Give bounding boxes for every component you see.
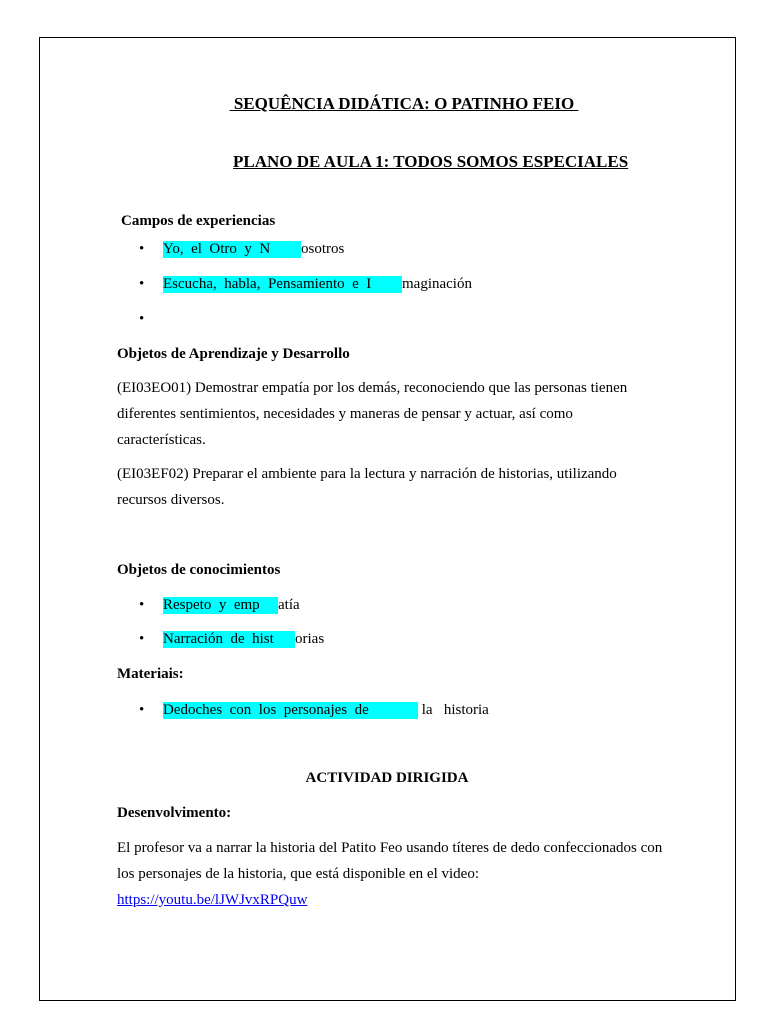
bullet-icon: •	[139, 241, 145, 257]
conocimientos-item-1	[139, 597, 300, 614]
bullet-icon: •	[139, 597, 145, 613]
objetos-aprendizaje-heading: Objetos de Aprendizaje y Desarrollo	[117, 346, 350, 362]
objetivo-1-paragraph	[117, 375, 627, 453]
objetos-conocimientos-heading: Objetos de conocimientos	[117, 562, 281, 578]
bullet-icon: •	[139, 702, 145, 718]
campos-item-2-rest: maginación	[402, 276, 472, 292]
desenvolvimento-line-1: El profesor va a narrar la historia del Patito Feo usando títeres de dedo confeccionados con	[117, 840, 663, 856]
campos-item-1-rest: osotros	[301, 241, 345, 257]
campos-item-1	[139, 241, 345, 258]
campos-heading: Campos de experiencias	[121, 213, 276, 229]
lesson-title-main: PLANO DE AULA 1: TODOS SOMOS ESPECIALE	[233, 152, 619, 171]
lesson-title	[233, 152, 628, 172]
objetivo-1-line-1: (EI03EO01) Demostrar empatía por los demás, reconociendo que las personas tienen	[117, 380, 628, 396]
bullet-icon: •	[139, 631, 145, 647]
conocimientos-item-2	[139, 631, 325, 648]
conocimientos-item-2-rest: orias	[295, 631, 325, 647]
actividad-heading: ACTIVIDAD DIRIGIDA	[305, 770, 469, 786]
objetivo-1-line-3: características.	[117, 432, 206, 448]
materiais-item-1-highlight: Dedoches con los personajes de	[163, 702, 418, 719]
objetivo-2-line-1: (EI03EF02) Preparar el ambiente para la lectura y narración de historias, utilizando	[117, 466, 617, 482]
conocimientos-item-1-highlight: Respeto y emp	[163, 597, 278, 614]
conocimientos-item-1-rest: atía	[278, 597, 300, 613]
video-link[interactable]: https://youtu.be/lJWJvxRPQuw	[117, 892, 308, 908]
materiais-heading: Materiais:	[117, 666, 184, 682]
desenvolvimento-paragraph	[117, 835, 662, 913]
campos-item-2-highlight: Escucha, habla, Pensamiento e I	[163, 276, 402, 293]
desenvolvimento-line-2: los personajes de la historia, que está disponible en el video:	[117, 866, 479, 882]
conocimientos-item-2-highlight: Narración de hist	[163, 631, 295, 648]
materiais-item-1	[139, 702, 489, 719]
campos-item-1-highlight: Yo, el Otro y N	[163, 241, 301, 258]
document-title: SEQUÊNCIA DIDÁTICA: O PATINHO FEIO	[229, 94, 579, 113]
lesson-title-tail: S	[618, 152, 629, 171]
objetivo-2-line-2: recursos diversos.	[117, 492, 225, 508]
bullet-icon: •	[139, 311, 145, 327]
objetivo-1-line-2: diferentes sentimientos, necesidades y maneras de pensar y actuar, así como	[117, 406, 573, 422]
desenvolvimento-heading: Desenvolvimento:	[117, 805, 232, 821]
materiais-item-1-rest: la historia	[418, 702, 489, 718]
bullet-icon: •	[139, 276, 145, 292]
objetivo-2-paragraph	[117, 461, 617, 513]
campos-item-2	[139, 276, 472, 293]
